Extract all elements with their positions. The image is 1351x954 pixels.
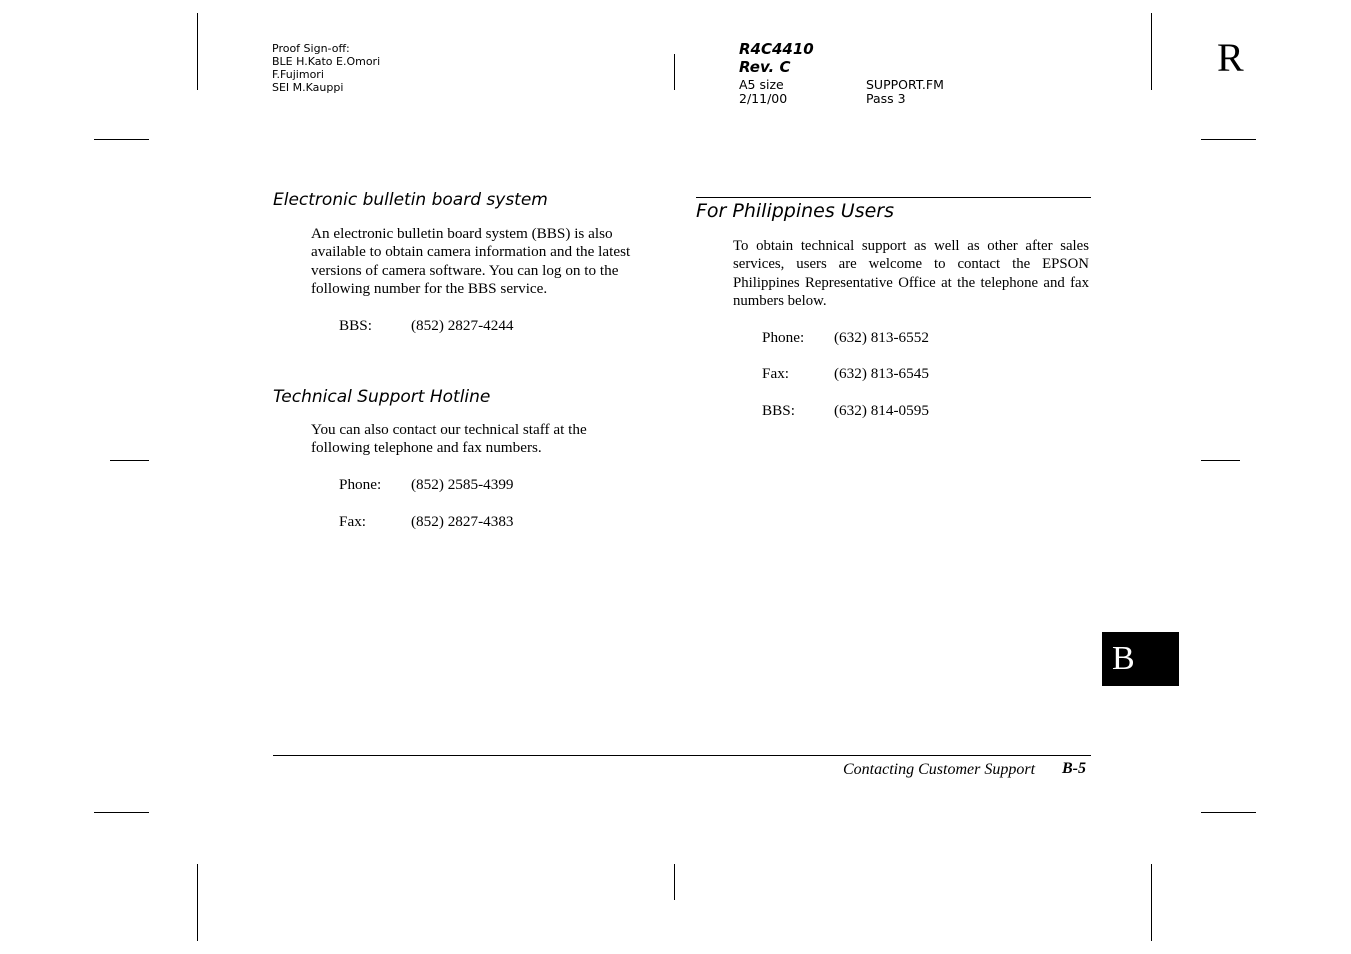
contact-label: Fax:	[762, 365, 790, 382]
proof-signoff	[272, 42, 380, 94]
doc-pass: Pass 3	[866, 91, 906, 106]
contact-row-phone	[339, 476, 589, 494]
doc-file: SUPPORT.FM	[866, 77, 944, 92]
crop-mark	[1151, 13, 1152, 90]
page-number: B-5	[1062, 760, 1086, 777]
bbs-paragraph: An electronic bulletin board system (BBS) is also available to obtain camera information and the latest versions of camera software. You can log on to the following number for the BBS service.	[311, 225, 631, 297]
chapter-tab	[1102, 632, 1179, 686]
contact-label: Phone:	[339, 476, 382, 493]
proof-line: Proof Sign-off:	[272, 42, 350, 55]
doc-revision: Rev. C	[739, 58, 791, 76]
contact-number: (632) 813-6545	[834, 365, 929, 382]
section-heading-philippines: For Philippines Users	[696, 200, 895, 222]
philippines-paragraph: To obtain technical support as well as other after sales services, users are welcome to contact the EPSON Philippines Representative Office at the telephone and fax numbers below.	[733, 238, 1089, 309]
contact-number: (632) 813-6552	[834, 329, 929, 346]
section-rule	[696, 197, 1091, 198]
hotline-paragraph: You can also contact our technical staff at the following telephone and fax numbers.	[311, 421, 587, 457]
chapter-tab-letter: B	[1112, 640, 1135, 677]
crop-mark	[197, 13, 198, 90]
corner-mark: R	[1217, 35, 1244, 80]
contact-number: (852) 2827-4383	[411, 513, 514, 530]
crop-mark	[94, 812, 149, 813]
proof-line: F.Fujimori	[272, 68, 324, 81]
crop-mark	[674, 864, 675, 900]
crop-mark	[1201, 139, 1256, 140]
contact-row-bbs	[762, 402, 1012, 420]
section-heading-hotline: Technical Support Hotline	[273, 387, 491, 407]
contact-label: BBS:	[762, 402, 795, 419]
contact-label: Phone:	[762, 329, 805, 346]
crop-mark	[197, 864, 198, 941]
footer-rule	[273, 755, 1091, 756]
crop-mark	[94, 139, 149, 140]
proof-line: BLE H.Kato E.Omori	[272, 55, 381, 68]
contact-row-bbs	[339, 317, 589, 335]
doc-code: R4C4410	[739, 40, 814, 58]
proof-line: SEI M.Kauppi	[272, 81, 344, 94]
crop-mark	[1201, 812, 1256, 813]
doc-date: 2/11/00	[739, 91, 788, 106]
crop-mark	[674, 54, 675, 90]
contact-row-fax	[339, 513, 589, 531]
contact-row-phone	[762, 329, 1012, 347]
crop-mark	[1201, 460, 1240, 461]
crop-mark	[110, 460, 149, 461]
contact-label: Fax:	[339, 513, 367, 530]
contact-number: (852) 2585-4399	[411, 476, 514, 493]
footer-chapter-title: Contacting Customer Support	[843, 761, 1036, 778]
contact-label: BBS:	[339, 317, 372, 334]
contact-number: (852) 2827-4244	[411, 317, 514, 334]
contact-number: (632) 814-0595	[834, 402, 929, 419]
crop-mark	[1151, 864, 1152, 941]
section-heading-bbs: Electronic bulletin board system	[273, 190, 548, 210]
contact-row-fax	[762, 365, 1012, 383]
doc-size: A5 size	[739, 77, 784, 92]
